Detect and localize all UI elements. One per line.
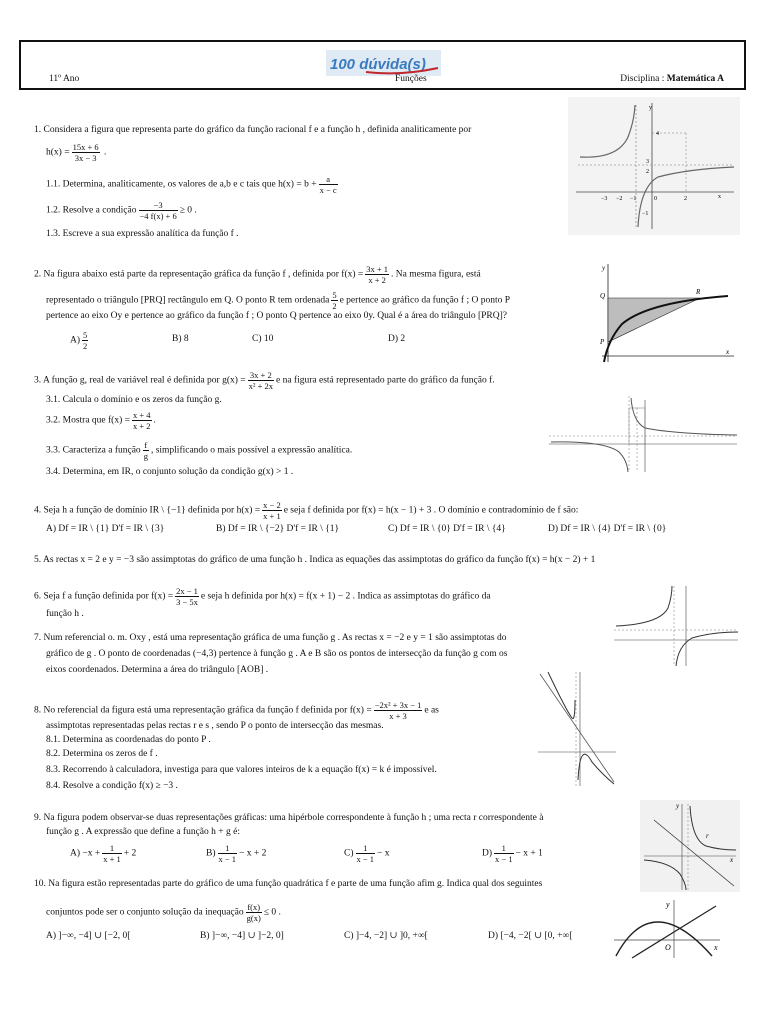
q8-line2: assimptotas representadas pelas rectas r e s , sendo P o ponto de intersecção das mesmas. (46, 721, 384, 731)
q1-h-def: h(x) = $\frac{15x + 6}{3x - 3}$ . (46, 142, 107, 163)
q3-line1: 3. A função g, real de variável real é definida por g(x) = $\frac{3x + 2}{\text{x² + 2x}}$ e na figura está representado parte do gráfico da função f. (34, 370, 495, 391)
q1-2: 1.2. Resolve a condição $\frac{-3}{-4 f(x) + 6}$ ≥ 0 . (46, 200, 197, 221)
svg-text:−1: −1 (642, 211, 649, 217)
svg-text:O: O (665, 943, 671, 952)
topic-label: Funções (395, 74, 427, 84)
discipline-value: Matemática A (666, 74, 724, 84)
q3-2: 3.2. Mostra que f(x) = $\frac{x + 4}{x + 2}$ . (46, 410, 156, 431)
figure-9 (640, 800, 740, 892)
q10-option-c: C) ]−4, −2] ∪ ]0, +∞[ (344, 931, 428, 941)
svg-text:−1: −1 (630, 196, 637, 202)
q6-line1: 6. Seja f a função definida por f(x) = $\frac{2x - 1}{3 - 5x}$ e seja h definida por h(x) = f(x + 1) − 2 . Indica as assimptotas do gráfico da (34, 586, 491, 607)
q8-3: 8.3. Recorrendo à calculadora, investiga para que valores inteiros de k a equação f(x) = k é impossível. (46, 765, 437, 775)
q10-line1: 10. Na figura estão representadas parte do gráfico de uma função quadrática f e parte de uma função afim g. Indica qual dos seguintes (34, 879, 543, 889)
q9-option-d: D) $\frac{1}{x - 1}$ − x + 1 (482, 843, 543, 864)
figure-10 (612, 898, 724, 960)
svg-text:y: y (649, 105, 652, 111)
q9-option-c: C) $\frac{1}{x - 1}$ − x (344, 843, 390, 864)
q7-line1: 7. Num referencial o. m. Oxy , está uma representação gráfica de uma função g . As rectas x = −2 e y = 1 são assimptotas do (34, 633, 507, 643)
q8-4: 8.4. Resolve a condição f(x) ≥ −3 . (46, 781, 178, 791)
q10-option-d: D) [−4, −2[ ∪ [0, +∞[ (488, 931, 573, 941)
svg-text:y: y (602, 264, 606, 272)
figure-3 (545, 394, 740, 474)
svg-text:R: R (696, 288, 701, 296)
q2-option-a: A) $\frac{5}{2}$ (70, 330, 88, 351)
q2-line3: pertence ao eixo Oy e pertence ao gráfico da função f ; O ponto Q pertence ao eixo 0y. Qual é a área do triângulo [PRQ]? (46, 311, 507, 321)
q10-option-a: A) ]−∞, −4] ∪ [−2, 0[ (46, 931, 131, 941)
q9-line1: 9. Na figura podem observar-se duas representações gráficas: uma hipérbole correspondente à função h ; uma recta r correspondente à (34, 813, 544, 823)
q3-4: 3.4. Determina, em IR, o conjunto solução da condição g(x) > 1 . (46, 467, 294, 477)
q8-2: 8.2. Determina os zeros de f . (46, 749, 158, 759)
logo (326, 50, 441, 76)
q3-3: 3.3. Caracteriza a função $\frac{f}{g}$ , simplificando o mais possível a expressão analítica. (46, 440, 353, 461)
q4-option-b: B) Df = IR \ {−2} D'f = IR \ {1} (216, 524, 340, 534)
q2-line2: representado o triângulo [PRQ] rectângulo em Q. O ponto R tem ordenada $\frac{5}{2}$ e pertence ao gráfico da função f ; O ponto P (46, 290, 510, 311)
figure-6 (612, 584, 740, 668)
q9-option-a: A) −x + $\frac{1}{x + 1}$ + 2 (70, 843, 137, 864)
svg-text:y: y (666, 900, 670, 909)
svg-text:−3: −3 (601, 196, 608, 202)
svg-text:Q: Q (600, 292, 606, 300)
figure-1 (568, 97, 740, 235)
svg-text:−2: −2 (616, 196, 623, 202)
figure-2 (588, 258, 738, 366)
discipline-label: Disciplina : Matemática A (620, 74, 724, 84)
q3-1: 3.1. Calcula o domínio e os zeros da função g. (46, 395, 222, 405)
q1-stem: 1. Considera a figura que representa parte do gráfico da função racional f e a função h , definida analiticamente por (34, 125, 472, 135)
svg-text:4: 4 (656, 131, 659, 137)
q5: 5. As rectas x = 2 e y = −3 são assimptotas do gráfico de uma função h . Indica as equações das assimptotas do gráfico da função f(x) = h(x − 2) + 1 (34, 555, 596, 565)
svg-text:2: 2 (684, 196, 687, 202)
q4-option-c: C) Df = IR \ {0} D'f = IR \ {4} (388, 524, 506, 534)
svg-text:0: 0 (654, 196, 657, 202)
q4-option-d: D) Df = IR \ {4} D'f = IR \ {0} (548, 524, 667, 534)
q2-option-d: D) 2 (388, 334, 406, 344)
svg-text:y: y (676, 802, 680, 810)
q7-line3: eixos coordenados. Determina a área do triângulo [AOB] . (46, 665, 269, 675)
q1-3: 1.3. Escreve a sua expressão analítica da função f . (46, 229, 239, 239)
q10-line2: conjuntos pode ser o conjunto solução da inequação $\frac{f(x)}{g(x)}$ ≤ 0 . (46, 902, 281, 923)
year-label: 11º Ano (49, 74, 80, 84)
svg-text:x: x (726, 348, 730, 356)
logo-text: 100 dúvida(s) (330, 56, 426, 73)
figure-8 (536, 670, 618, 788)
svg-text:r: r (706, 832, 709, 840)
page-header (19, 40, 746, 90)
q4-option-a: A) Df = IR \ {1} D'f = IR \ {3} (46, 524, 165, 534)
q8-1: 8.1. Determina as coordenadas do ponto P . (46, 735, 211, 745)
q6-line2: função h . (46, 609, 84, 619)
q10-option-b: B) ]−∞, −4] ∪ ]−2, 0] (200, 931, 284, 941)
q9-line2: função g . A expressão que define a função h + g é: (46, 827, 240, 837)
q2-line1: 2. Na figura abaixo está parte da representação gráfica da função f , definida por f(x) = $\frac{3x + 1}{x + 2}$ . Na mesma figura, está (34, 264, 481, 285)
q9-option-b: B) $\frac{1}{x - 1}$ − x + 2 (206, 843, 267, 864)
svg-text:P: P (600, 338, 605, 346)
q7-line2: gráfico de g . O ponto de coordenadas (−4,3) pertence à função g . A e B são os pontos de intersecção da função g com os (46, 649, 508, 659)
svg-text:x: x (730, 856, 734, 864)
svg-text:x: x (718, 194, 721, 200)
q1-1: 1.1. Determina, analiticamente, os valores de a,b e c tais que h(x) = b + $\frac{a}{x - c}$ (46, 174, 337, 195)
q4-line1: 4. Seja h a função de domínio IR \ {−1} definida por h(x) = $\frac{x - 2}{x + 1}$ e seja f definida por f(x) = h(x − 1) + 3 . O domínio e contradomínio de f são: (34, 500, 579, 521)
q8-line1: 8. No referencial da figura está uma representação gráfica da função f definida por f(x) = $\frac{\text{−2x² + 3x − 1}}{x + 3}$ e as (34, 700, 439, 721)
svg-text:x: x (714, 943, 718, 952)
svg-text:3: 3 (646, 159, 649, 165)
q2-option-c: C) 10 (252, 334, 274, 344)
q2-option-b: B) 8 (172, 334, 189, 344)
svg-text:2: 2 (646, 169, 649, 175)
